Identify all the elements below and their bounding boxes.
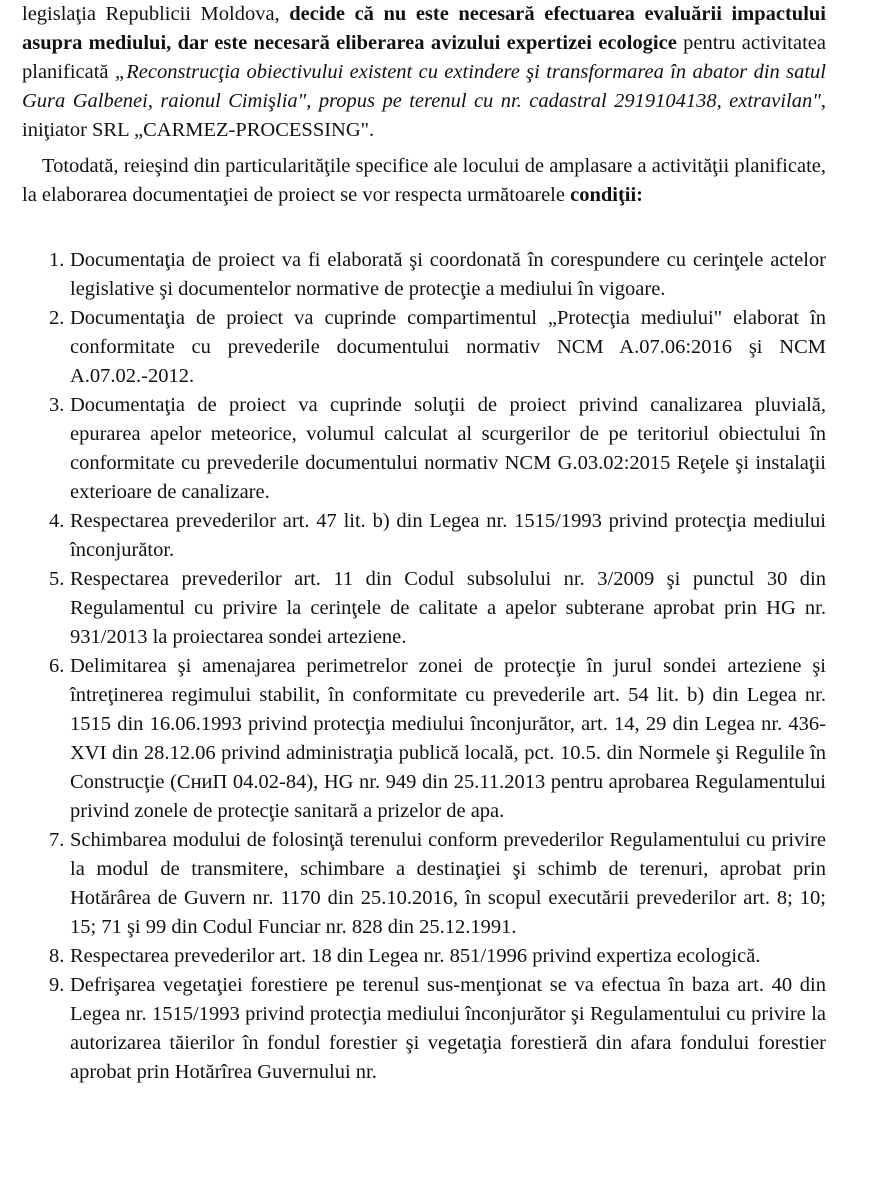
condition-item — [22, 246, 826, 304]
condition-item — [22, 971, 826, 1087]
decision-text-end: , iniţiator SRL „CARMEZ-PROCESSING". — [22, 90, 826, 141]
condition-text: Schimbarea modului de folosinţă terenului conform prevederilor Regulamentului cu privire la modul de transmitere, schimbare a destinaţiei şi schimb de terenuri, aprobat prin Hotărârea de Guvern nr. 1170 din 25.10.2016, în scopul executării prevederilor art. 8; 10; 15; 71 şi 99 din Codul Funciar nr. 828 din 25.12.1991. — [70, 829, 826, 938]
condition-item — [22, 391, 826, 507]
condition-number: 9. — [49, 974, 65, 996]
condition-number: 5. — [49, 568, 65, 590]
decision-text-mid: pentru activitatea planificată — [22, 32, 826, 83]
condition-text: Defrişarea vegetaţiei forestiere pe terenul sus-menţionat se va efectua în baza art. 40 din Legea nr. 1515/1993 privind protecţia mediului înconjurător şi Regulamentului cu privire la autorizarea tăierilor în fondul forestier şi vegetaţia forestieră din afara fondului forestier aprobat prin Hotărîrea Guvernului nr. — [70, 974, 826, 1083]
condition-item — [22, 565, 826, 652]
decision-paragraph — [22, 0, 826, 145]
condition-number: 3. — [49, 394, 65, 416]
condition-number: 4. — [49, 510, 65, 532]
conditions-intro-text: Totodată, reieşind din particularităţile specifice ale locului de amplasare a activităţii planificate, la elaborarea documentaţiei de proiect se vor respecta următoarele — [22, 155, 826, 206]
condition-item — [22, 652, 826, 826]
condition-text: Documentaţia de proiect va cuprinde soluţii de proiect privind canalizarea pluvială, epurarea apelor meteorice, volumul calculat al scurgerilor de pe teritoriul obiectului în conformitate cu prevederile documentului normativ NCM G.03.02:2015 Reţele şi instalaţii exterioare de canalizare. — [70, 394, 826, 503]
conditions-intro-paragraph — [22, 152, 826, 210]
conditions-list — [22, 246, 826, 1087]
condition-text: Documentaţia de proiect va fi elaborată şi coordonată în corespundere cu cerinţele actelor legislative şi documentelor normative de protecţie a mediului în vigoare. — [70, 249, 826, 300]
condition-number: 7. — [49, 829, 65, 851]
condition-item — [22, 826, 826, 942]
document-page — [22, 0, 826, 1087]
condition-text: Documentaţia de proiect va cuprinde compartimentul „Protecţia mediului" elaborat în conformitate cu prevederile documentului normativ NCM A.07.06:2016 şi NCM A.07.02.-2012. — [70, 307, 826, 387]
condition-text: Respectarea prevederilor art. 11 din Codul subsolului nr. 3/2009 şi punctul 30 din Regulamentul cu privire la cerinţele de calitate a apelor subterane aprobat prin HG nr. 931/2013 la proiectarea sondei arteziene. — [70, 568, 826, 648]
condition-item — [22, 507, 826, 565]
condition-text: Respectarea prevederilor art. 18 din Legea nr. 851/1996 privind expertiza ecologică. — [70, 945, 761, 967]
condition-number: 6. — [49, 655, 65, 677]
condition-item — [22, 942, 826, 971]
activity-title-italic: „Reconstrucţia obiectivului existent cu extindere şi transformarea în abator din satul Gura Galbenei, raionul Cimişlia", propus pe terenul cu nr. cadastral 2919104138, extravilan" — [22, 61, 826, 112]
condition-item — [22, 304, 826, 391]
conditions-heading: condiţii: — [570, 184, 643, 206]
decision-bold-text: decide că nu este necesară efectuarea evaluării impactului asupra mediului, dar este necesară eliberarea avizului expertizei ecologice — [22, 3, 826, 54]
condition-number: 2. — [49, 307, 65, 329]
condition-number: 8. — [49, 945, 65, 967]
decision-text-start: legislaţia Republicii Moldova, — [22, 3, 290, 25]
condition-text: Respectarea prevederilor art. 47 lit. b) din Legea nr. 1515/1993 privind protecţia mediului înconjurător. — [70, 510, 826, 561]
condition-text: Delimitarea şi amenajarea perimetrelor zonei de protecţie în jurul sondei arteziene şi întreţinerea regimului stabilit, în conformitate cu prevederile art. 54 lit. b) din Legea nr. 1515 din 16.06.1993 privind protecţia mediului înconjurător, art. 14, 29 din Legea nr. 436-XVI din 28.12.06 privind administraţia publică locală, pct. 10.5. din Normele şi Regulile în Construcţie (СниП 04.02-84), HG nr. 949 din 25.11.2013 pentru aprobarea Regulamentului privind zonele de protecţie sanitară a prizelor de apa. — [70, 655, 826, 822]
condition-number: 1. — [49, 249, 65, 271]
